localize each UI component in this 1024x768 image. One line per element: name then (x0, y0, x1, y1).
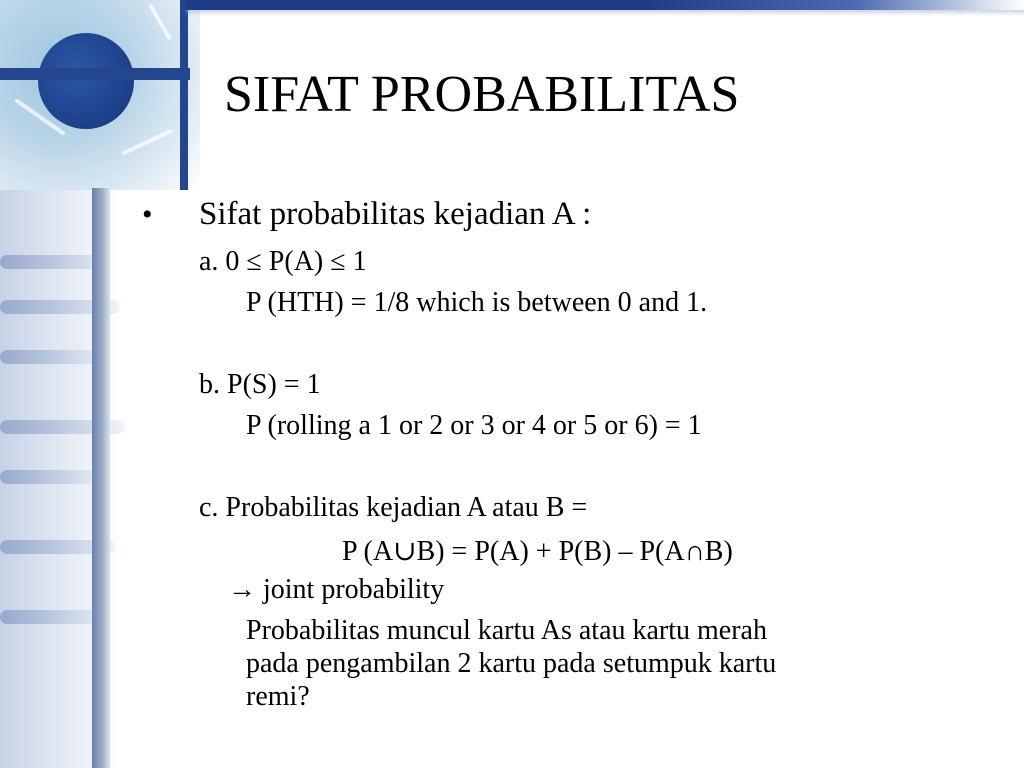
item-c-question-line-1: Probabilitas muncul kartu As atau kartu merah (246, 615, 767, 646)
item-c-label: c. Probabilitas kejadian A atau B = (199, 492, 588, 523)
item-b-example: P (rolling a 1 or 2 or 3 or 4 or 5 or 6) = 1 (246, 410, 702, 441)
top-accent-line (185, 0, 1024, 10)
item-a-label: a. 0 ≤ P(A) ≤ 1 (199, 246, 367, 277)
slide-title: SIFAT PROBABILITAS (224, 66, 740, 123)
bullet-marker: • (142, 198, 153, 231)
side-accent-bar (92, 188, 110, 768)
header-accent-bar (0, 68, 190, 80)
vertical-accent-bar (180, 0, 188, 190)
decorative-circle (38, 33, 134, 129)
bullet-text: Sifat probabilitas kejadian A : (199, 196, 592, 232)
item-b-label: b. P(S) = 1 (199, 369, 321, 400)
item-a-example: P (HTH) = 1/8 which is between 0 and 1. (246, 287, 708, 318)
item-c-formula: P (A∪B) = P(A) + P(B) – P(A∩B) (342, 536, 733, 567)
item-c-question-line-2: pada pengambilan 2 kartu pada setumpuk kartu (246, 648, 777, 679)
item-c-note: → joint probability (228, 574, 445, 605)
item-c-question-line-3: remi? (246, 681, 310, 712)
